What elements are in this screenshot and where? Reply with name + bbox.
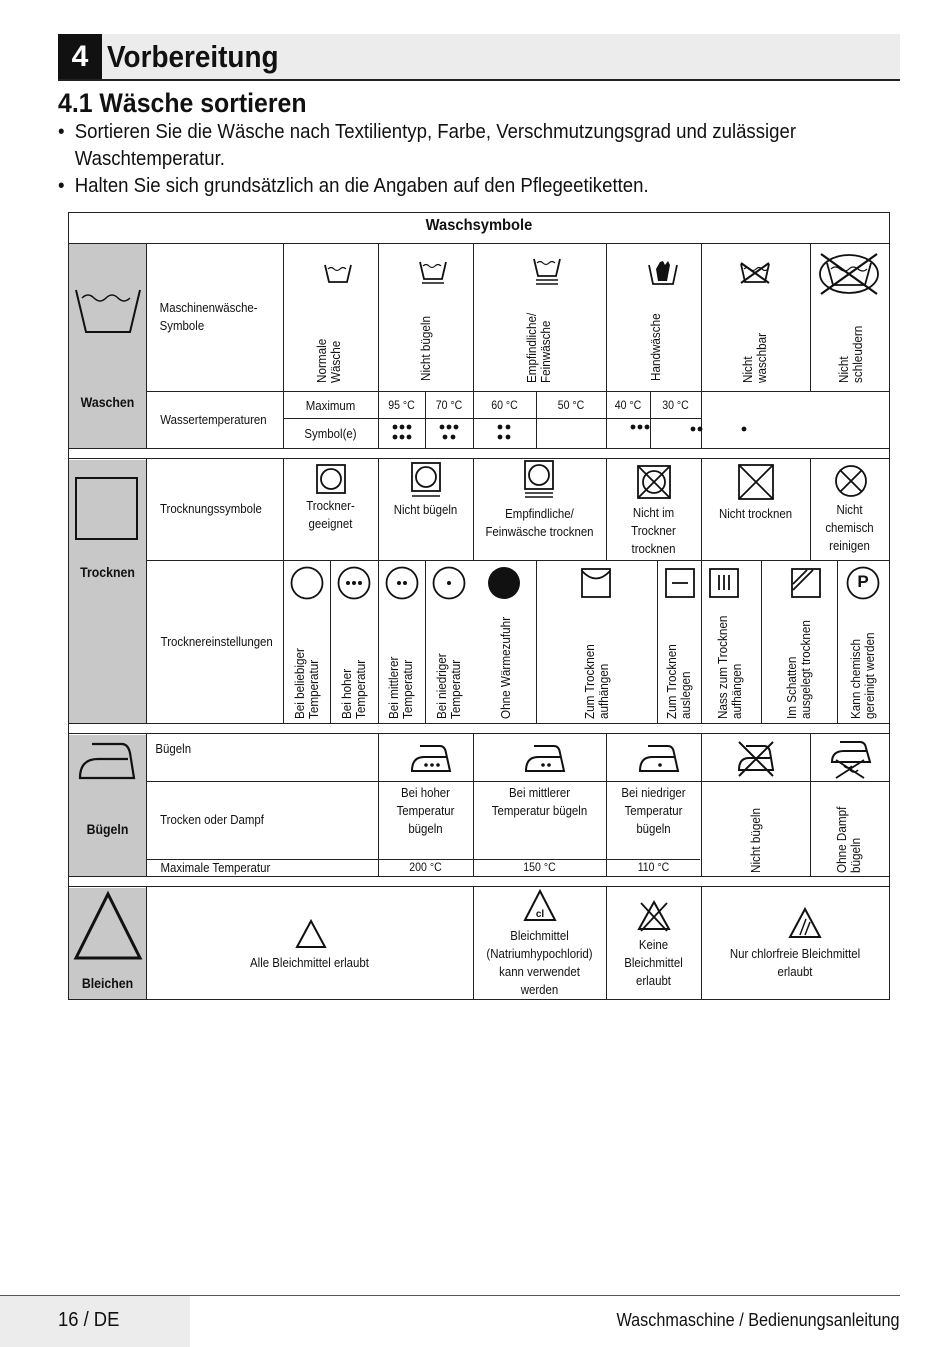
no-dry-clean-icon	[834, 464, 868, 498]
iron-label: Bei niedriger Temperatur bügeln	[621, 785, 686, 836]
iron-rot-label: Ohne Dampf bügeln	[834, 806, 863, 873]
page-number: 16 / DE	[58, 1309, 120, 1331]
dry-no-heat-icon	[487, 566, 521, 600]
setting-label: Zum Trocknen aufhängen	[582, 644, 611, 719]
col-label: Nicht waschbar	[740, 332, 769, 383]
bleichen-category: Bleichen	[69, 888, 146, 999]
no-tumble-dry-icon	[637, 465, 671, 499]
wash-tub-icon	[74, 284, 142, 336]
chapter-title: Vorbereitung	[107, 39, 279, 74]
row-label: Bügeln	[155, 741, 192, 756]
setting-label: Nass zum Trocknen aufhängen	[715, 615, 744, 719]
dry-in-shade-icon	[791, 568, 821, 598]
bullet-item: • Sortieren Sie die Wäsche nach Textilientyp, Farbe, Verschmutzungsgrad und zulässiger Waschtemperatur.	[58, 121, 797, 170]
wash-symbols-table: Waschsymbole Waschen Maschinenwäsche- Symbole Wassertemperaturen Normale Wäsche Nicht bügeln Empfindliche/ Feinwäsche Handwäsche Nicht waschbar Nicht schleudern Maximum Symbol(e) 95 °C 70 °C 60 °C 50 °C 40 °C 30 °C Trocknen Trocknungssymbole Trocknereinstellungen Trockner- geeignet Nicht bügeln Empfindliche/ Feinwäsche trocknen Nicht im Trockner trocknen Nicht trocknen Nicht chemisch reinigen P Bei beliebiger Temperatur Bei hoher Temperatur Bei mittlerer Temperatur Bei niedriger Temperatur Ohne Wärmezufuhr Zum Trocknen aufhängen Zum Trocknen auslegen Nass zum Trocknen aufhängen Im Schatten ausgelegt trocknen Kann chemisch gereinigt werden Bügeln Bügeln Trocken oder Dampf Maximale Temperatur Bei hoher Temperatur bügeln Bei mittlerer Temperatur bügeln Bei niedriger Temperatur bügeln 200 °C 150 °C 110 °C Nicht bügeln Ohne Dampf bügeln Bleichen Alle Bleichmittel erlaubt cl Bleichmittel (Natriumhypochlorid) kann verwendet werden Keine Bleichmittel erlaubt Nur chlorfreie Bleichmittel erlaubt	[68, 212, 890, 1000]
row-label: Trocknungssymbole	[159, 501, 262, 516]
trocknen-category: Trocknen	[69, 460, 146, 723]
dry-high-temp-icon	[337, 566, 371, 600]
setting-label: Bei hoher Temperatur	[339, 659, 368, 719]
bleach-allowed-icon	[295, 919, 327, 949]
footer-title: Waschmaschine / Bedienungsanleitung	[616, 1310, 900, 1330]
col-label: Nicht bügeln	[418, 315, 433, 381]
dry-symbol-label: Nicht trocknen	[718, 506, 793, 521]
col-label: Handwäsche	[648, 313, 663, 381]
row-label: Wassertemperaturen	[160, 412, 267, 427]
chlorine-mark: cl	[535, 909, 545, 920]
dry-medium-temp-icon	[385, 566, 419, 600]
dry-low-temp-icon	[432, 566, 466, 600]
do-not-dry-icon	[738, 464, 774, 500]
drip-dry-icon	[709, 568, 739, 598]
table-title: Waschsymbole	[425, 217, 533, 234]
line-dry-icon	[581, 568, 611, 598]
iron-medium-icon	[524, 744, 566, 774]
dry-flat-icon	[665, 568, 695, 598]
tumble-dry-icon	[316, 464, 346, 494]
bleach-triangle-icon	[73, 890, 143, 962]
iron-low-icon	[638, 744, 680, 774]
col-label: Normale Wäsche	[314, 338, 343, 383]
bleach-label: Alle Bleichmittel erlaubt	[250, 955, 369, 970]
no-bleach-icon	[637, 899, 671, 933]
row-label: Maximale Temperatur	[160, 860, 271, 875]
row-label: Trocken oder Dampf	[160, 812, 264, 827]
dry-symbol-label: Trockner- geeignet	[306, 498, 355, 531]
wash-tub-two-bars-icon	[533, 256, 561, 286]
setting-label: Bei mittlerer Temperatur	[386, 656, 415, 719]
chapter-number: 4	[58, 34, 102, 79]
setting-label: Im Schatten ausgelegt trocknen	[784, 620, 813, 719]
section-title: 4.1 Wäsche sortieren	[58, 88, 307, 118]
dry-any-temp-icon	[290, 566, 324, 600]
iron-rot-label: Nicht bügeln	[748, 807, 763, 873]
iron-high-icon	[410, 744, 452, 774]
bleach-label: Bleichmittel (Natriumhypochlorid) kann verwendet werden	[486, 928, 593, 997]
setting-label: Bei beliebiger Temperatur	[292, 648, 321, 719]
bleach-label: Keine Bleichmittel erlaubt	[624, 937, 683, 988]
iron-icon	[78, 741, 136, 781]
dryer-square-icon	[75, 477, 139, 541]
dry-clean-letter: P	[857, 572, 869, 591]
no-steam-icon	[830, 738, 872, 780]
bullet-item: • Halten Sie sich grundsätzlich an die Angaben auf den Pflegeetiketten.	[58, 175, 649, 197]
setting-label: Bei niedriger Temperatur	[434, 653, 463, 719]
dry-symbol-label: Nicht chemisch reinigen	[825, 502, 874, 553]
row-label: Trocknereinstellungen	[160, 634, 273, 649]
setting-label: Ohne Wärmezufuhr	[498, 616, 513, 719]
tumble-dry-bar-icon	[411, 462, 441, 498]
setting-label: Kann chemisch gereinigt werden	[848, 632, 877, 719]
col-label: Empfindliche/ Feinwäsche	[524, 312, 553, 383]
dry-symbol-label: Nicht im Trockner trocknen	[631, 505, 676, 556]
no-iron-icon	[736, 740, 776, 778]
dry-symbol-label: Nicht bügeln	[393, 502, 458, 517]
wash-tub-normal-icon	[324, 262, 352, 284]
row-label: Maschinenwäsche- Symbole	[159, 300, 258, 333]
iron-label: Bei hoher Temperatur bügeln	[396, 785, 455, 836]
temperature-dots	[378, 419, 701, 448]
wash-tub-one-bar-icon	[419, 259, 447, 285]
dry-symbol-label: Empfindliche/ Feinwäsche trocknen	[485, 506, 594, 539]
col-label: Nicht schleudern	[836, 325, 865, 383]
tumble-dry-two-bars-icon	[524, 460, 554, 500]
non-chlorine-bleach-icon	[788, 907, 822, 939]
hand-wash-icon	[648, 257, 678, 287]
iron-label: Bei mittlerer Temperatur bügeln	[491, 785, 588, 818]
do-not-wash-icon	[739, 261, 771, 285]
setting-label: Zum Trocknen auslegen	[664, 644, 693, 719]
buegeln-category: Bügeln	[69, 735, 146, 876]
bleach-label: Nur chlorfreie Bleichmittel erlaubt	[729, 946, 861, 979]
do-not-spin-icon	[817, 251, 881, 297]
waschen-category: Waschen	[69, 244, 146, 448]
